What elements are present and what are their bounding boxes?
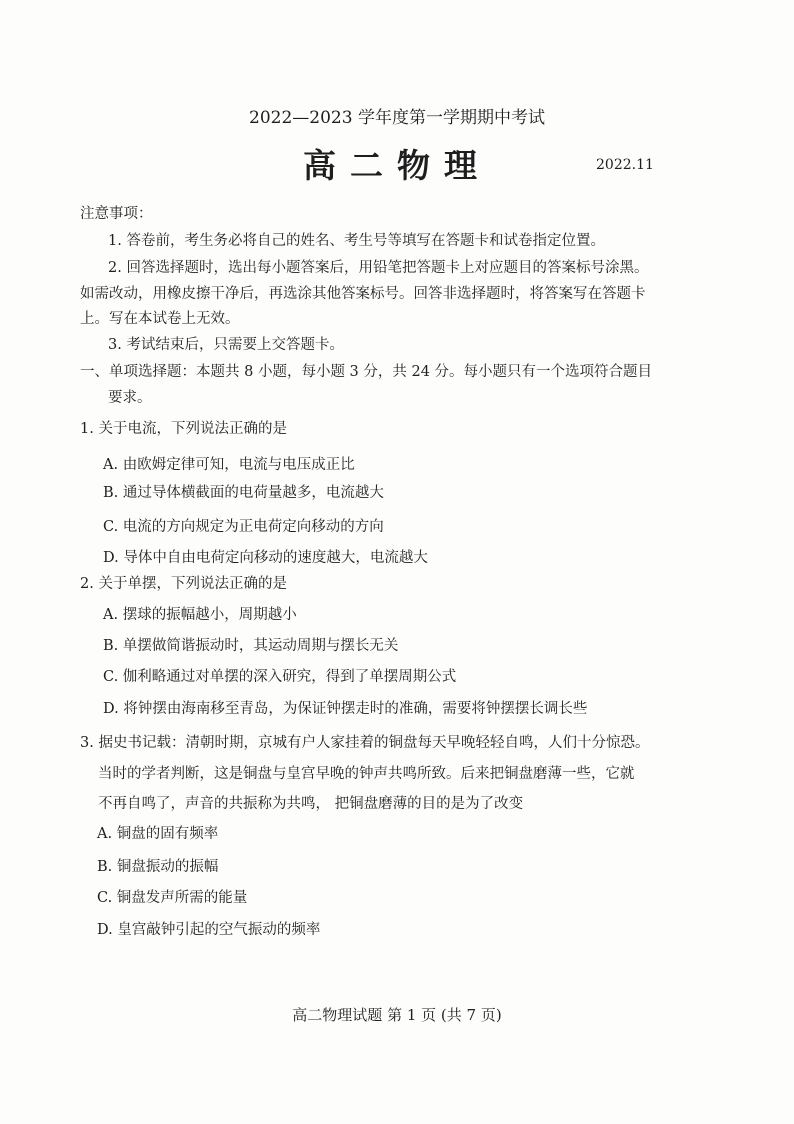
question-1-option-a: A. 由欧姆定律可知，电流与电压成正比 [103,457,355,473]
question-2-stem: 2. 关于单摆，下列说法正确的是 [80,576,287,592]
question-3-stem-line-2: 当时的学者判断，这是铜盘与皇宫早晚的钟声共鸣所致。后来把铜盘磨薄一些，它就 [98,766,635,782]
question-1-option-d: D. 导体中自由电荷定向移动的速度越大，电流越大 [103,550,428,566]
exam-title: 2022—2023 学年度第一学期期中考试 [249,108,545,128]
question-3-option-b: B. 铜盘振动的振幅 [97,859,219,875]
page-footer: 高二物理试题 第 1 页 (共 7 页) [292,1006,502,1024]
question-2-option-c: C. 伽利略通过对单摆的深入研究，得到了单摆周期公式 [103,669,457,685]
question-3-option-d: D. 皇宫敲钟引起的空气振动的频率 [97,922,321,938]
question-1-option-b: B. 通过导体横截面的电荷量越多，电流越大 [103,485,384,501]
question-1-stem: 1. 关于电流，下列说法正确的是 [80,421,287,437]
notice-heading: 注意事项： [80,206,153,222]
question-3-stem-line-1: 3. 据史书记载：清朝时期，京城有户人家挂着的铜盘每天早晚轻轻自鸣，人们十分惊恐。 [80,735,650,751]
question-2-option-d: D. 将钟摆由海南移至青岛，为保证钟摆走时的准确，需要将钟摆摆长调长些 [103,701,588,717]
notice-item-2-line-1: 2. 回答选择题时，选出每小题答案后，用铅笔把答题卡上对应题目的答案标号涂黑。 [108,260,649,276]
question-1-option-c: C. 电流的方向规定为正电荷定向移动的方向 [103,519,384,535]
notice-item-3: 3. 考试结束后，只需要上交答题卡。 [108,337,344,353]
notice-item-1: 1. 答卷前，考生务必将自己的姓名、考生号等填写在答题卡和试卷指定位置。 [108,233,605,249]
question-3-option-a: A. 铜盘的固有频率 [97,826,219,842]
notice-item-2-line-2: 如需改动，用橡皮擦干净后，再选涂其他答案标号。回答非选择题时，将答案写在答题卡 [80,286,646,302]
question-2-option-a: A. 摆球的振幅越小，周期越小 [103,607,297,623]
exam-date: 2022.11 [596,157,654,173]
section-1-heading-line-2: 要求。 [108,390,152,406]
question-3-option-c: C. 铜盘发声所需的能量 [97,890,248,906]
subject-title: 高二物理 [303,146,491,185]
section-1-heading-line-1: 一、单项选择题：本题共 8 小题，每小题 3 分，共 24 分。每小题只有一个选项符合题目 [80,364,653,380]
question-2-option-b: B. 单摆做简谐振动时，其运动周期与摆长无关 [103,638,399,654]
question-3-stem-line-3: 不再自鸣了，声音的共振称为共鸣， 把铜盘磨薄的目的是为了改变 [98,796,524,812]
notice-item-2-line-3: 上。写在本试卷上无效。 [80,311,240,327]
